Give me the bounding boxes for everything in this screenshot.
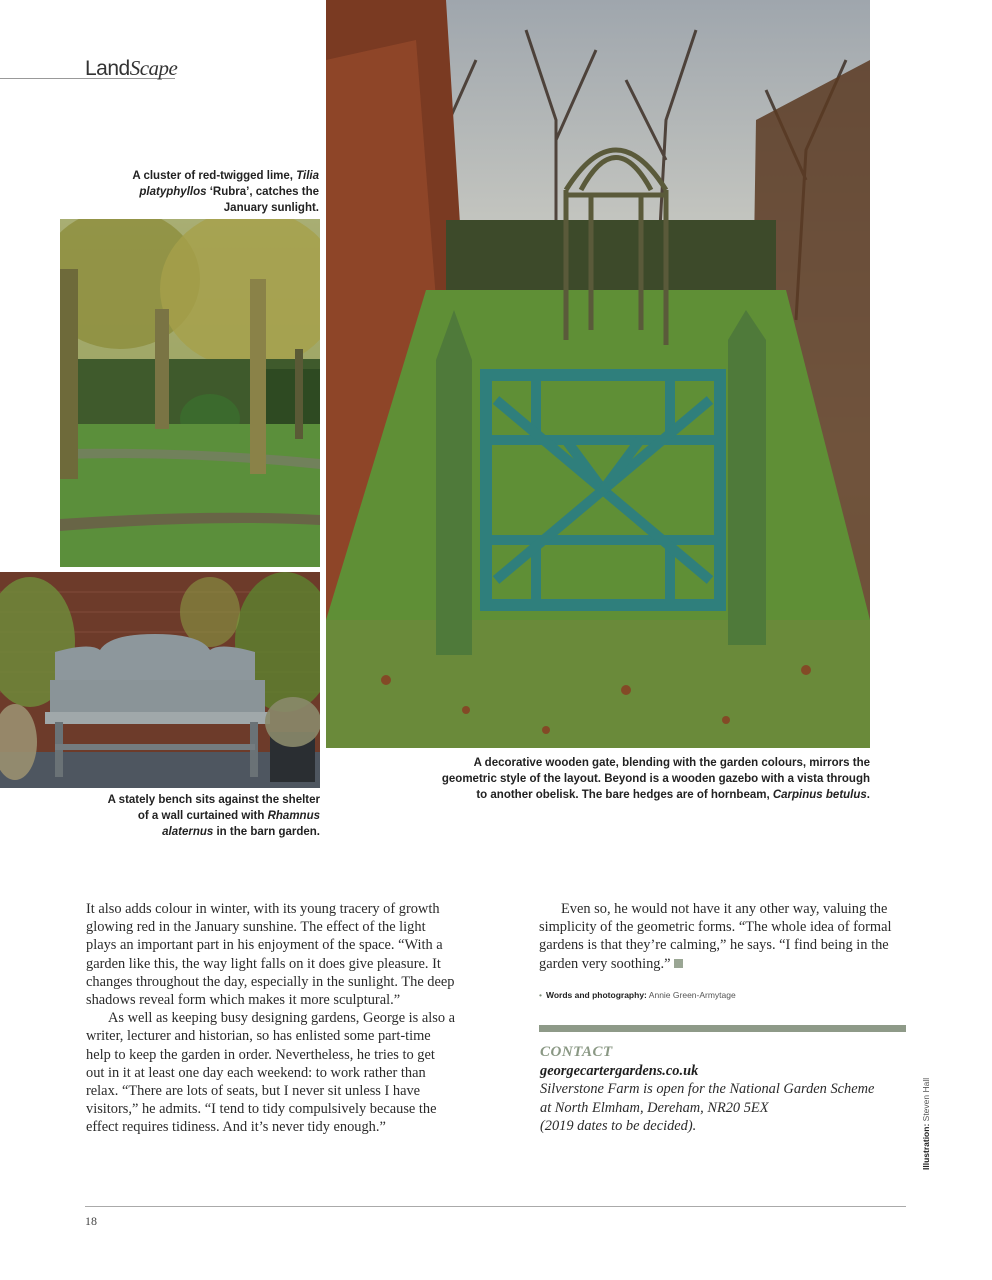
- contact-box: [540, 1043, 910, 1136]
- article-paragraph: Even so, he would not have it any other way, valuing the simplicity of the geometric forms. “The whole idea of formal gardens is that they’re calming,” he says. “I find being in the garden very soothing.”: [539, 901, 892, 972]
- article-paragraph: It also adds colour in winter, with its young tracery of growth glowing red in the January sunshine. The effect of the light plays an important part in his enjoyment of the space. “With a garden like this, the way light falls on it does give pleasure. It changes throughout the day, especially in the sunlight. The deep shadows reveal form which makes it more sculptural.”: [86, 901, 455, 1009]
- bullet-icon: •: [539, 990, 542, 1000]
- article-column-1: [86, 900, 456, 1137]
- page-number: 18: [85, 1214, 97, 1228]
- contact-website-link[interactable]: georgecartergardens.co.uk: [540, 1062, 699, 1079]
- section-title-italic: Scape: [129, 56, 178, 80]
- contact-label: CONTACT: [540, 1044, 613, 1060]
- end-mark-icon: [674, 959, 683, 968]
- illustration-credit: Illustration: Steven Hall: [921, 1077, 931, 1170]
- footer-rule: [85, 1206, 906, 1207]
- gate-photo: [326, 0, 870, 748]
- lime-caption: A cluster of red-twigged lime, Tilia platyphyllos ‘Rubra’, catches the January sunlight.: [132, 170, 319, 214]
- bench-photo: [0, 572, 320, 788]
- section-title-main: Land: [85, 57, 130, 80]
- gate-caption: A decorative wooden gate, blending with the garden colours, mirrors the geometric style of the layout. Beyond is a wooden gazebo with a vista through to another obelisk. The bare hedges are of hornbeam, Carpinus betulus.: [441, 757, 870, 801]
- contact-line: (2019 dates to be decided).: [540, 1118, 697, 1134]
- lime-trees-photo: [60, 219, 320, 567]
- contact-bar: [539, 1025, 906, 1032]
- section-title: [85, 56, 177, 81]
- words-credit: • Words and photography: Annie Green-Armytage: [539, 990, 736, 1000]
- bench-caption: A stately bench sits against the shelter of a wall curtained with Rhamnus alaternus in the barn garden.: [107, 794, 320, 838]
- contact-line: at North Elmham, Dereham, NR20 5EX: [540, 1099, 769, 1116]
- contact-line: Silverstone Farm is open for the National Garden Scheme: [540, 1081, 875, 1097]
- article-paragraph: As well as keeping busy designing gardens, George is also a writer, lecturer and historian, so has enlisted some part-time help to keep the garden in order. Nevertheless, he tries to get out in it at least one day each weekend: to work rather than relax. “There are lots of seats, but I never sit unless I have visitors,” he admits. “I tend to tidy compulsively because the effect requires tidiness. And it’s never tidy enough.”: [86, 1010, 456, 1136]
- article-column-2: [539, 900, 909, 973]
